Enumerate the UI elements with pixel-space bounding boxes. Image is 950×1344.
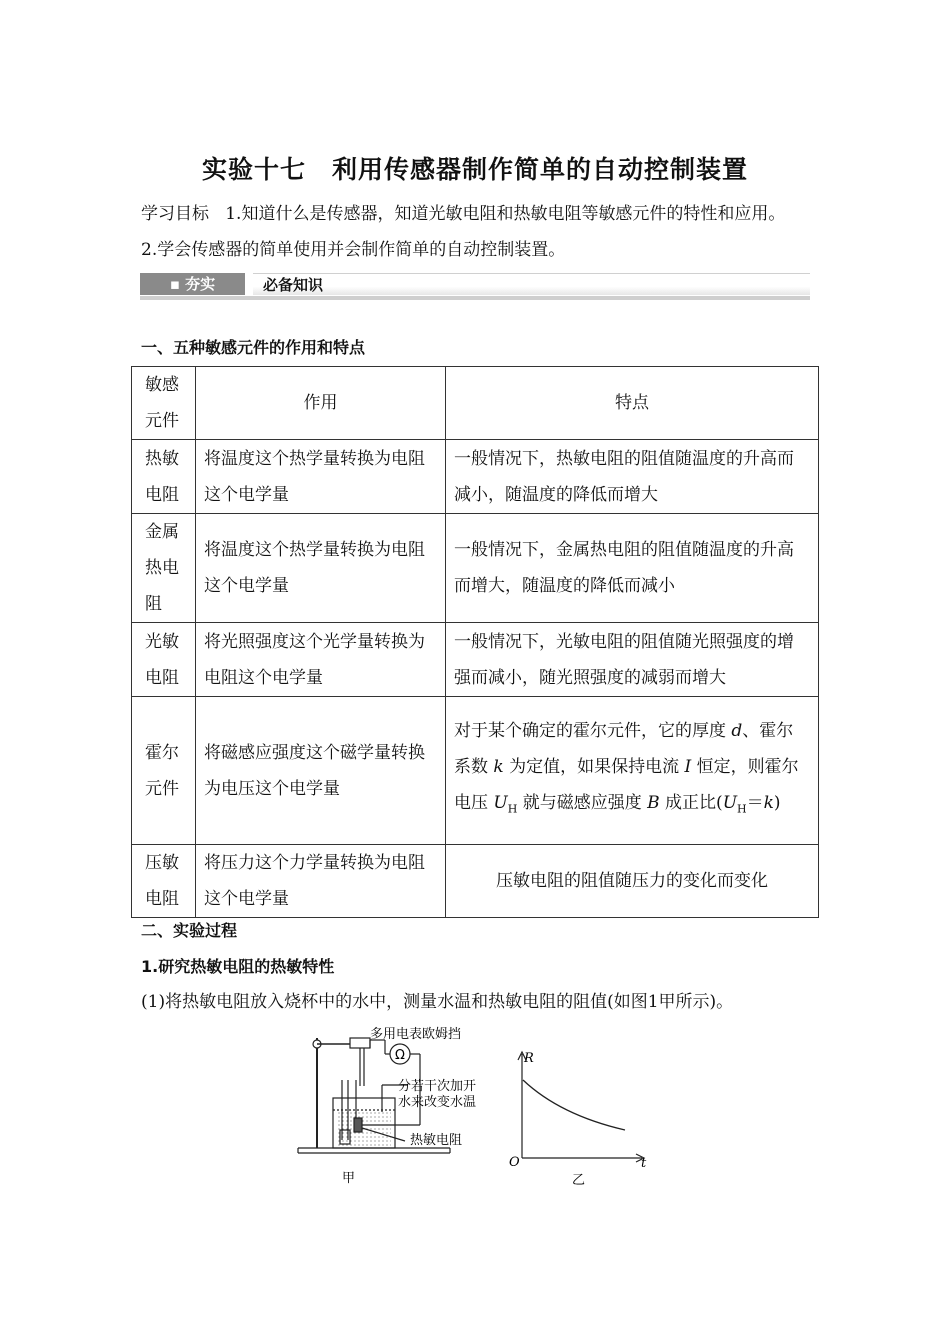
header-cell: 特点 [446,367,819,440]
element-name: 金属热电阻 [132,514,196,623]
goals-text-1: 1.知道什么是传感器，知道光敏电阻和热敏电阻等敏感元件的特性和应用。 [225,204,786,224]
table-row [132,697,819,845]
element-feature: 一般情况下，光敏电阻的阻值随光照强度的增强而减小，随光照强度的减弱而增大 [446,623,819,697]
water-label-1: 分若干次加开 [398,1079,477,1094]
element-name: 热敏电阻 [132,440,196,514]
table-row [132,623,819,697]
element-feature: 一般情况下，热敏电阻的阻值随温度的升高而减小，随温度的降低而增大 [446,440,819,514]
origin-label: O [509,1155,520,1170]
r-t-curve [523,1080,625,1130]
element-feature: 压敏电阻的阻值随压力的变化而变化 [446,845,819,918]
figure-1 [290,1020,670,1200]
meter-label: 多用电表欧姆挡 [370,1027,462,1042]
thermistor [354,1118,362,1132]
element-name: 霍尔元件 [132,697,196,845]
element-role: 将磁感应强度这个磁学量转换为电压这个电学量 [196,697,446,845]
table-header-row [132,367,819,440]
element-feature: 一般情况下，金属热电阻的阻值随温度的升高而增大，随温度的降低而减小 [446,514,819,623]
element-role: 将温度这个热学量转换为电阻这个电学量 [196,440,446,514]
header-cell: 敏感元件 [132,367,196,440]
omega-symbol: Ω [395,1048,405,1063]
element-name: 压敏电阻 [132,845,196,918]
element-role: 将光照强度这个光学量转换为电阻这个电学量 [196,623,446,697]
element-feature: 对于某个确定的霍尔元件，它的厚度 d、霍尔系数 k 为定值，如果保持电流 I 恒定，则霍尔电压 $U_H$ 就与磁感应强度 B 成正比$(U_H=k)$ [446,697,819,845]
table-row [132,845,819,918]
table-row [132,440,819,514]
section-heading-2: 二、实验过程 [141,921,238,940]
thermistor-label: 热敏电阻 [410,1133,463,1148]
learning-goals [141,196,813,268]
sensor-table [131,366,819,918]
subsection-heading-1: 1.研究热敏电阻的热敏特性 [141,957,335,976]
axis-x-label: t [641,1156,647,1171]
header-cell: 作用 [196,367,446,440]
goals-label: 学习目标 [141,204,209,224]
goals-text-2: 2.学会传感器的简单使用并会制作简单的自动控制装置。 [141,240,566,260]
caption-b: 乙 [572,1173,586,1188]
element-role: 将温度这个热学量转换为电阻这个电学量 [196,514,446,623]
table-row [132,514,819,623]
page-title: 实验十七 利用传感器制作简单的自动控制装置 [201,155,748,184]
water-label-2: 水来改变水温 [398,1095,477,1110]
banner-left-label: ▪ 夯实 [140,273,245,295]
caption-a: 甲 [342,1171,356,1186]
section-heading-1: 一、五种敏感元件的作用和特点 [141,338,366,357]
step-1-text: (1)将热敏电阻放入烧杯中的水中，测量水温和热敏电阻的阻值(如图1甲所示)。 [141,992,734,1012]
r-t-graph [518,1052,644,1162]
element-role: 将压力这个力学量转换为电阻这个电学量 [196,845,446,918]
section-banner [140,270,810,300]
axis-y-label: R [524,1051,534,1066]
banner-right-label: 必备知识 [253,273,810,295]
element-name: 光敏电阻 [132,623,196,697]
